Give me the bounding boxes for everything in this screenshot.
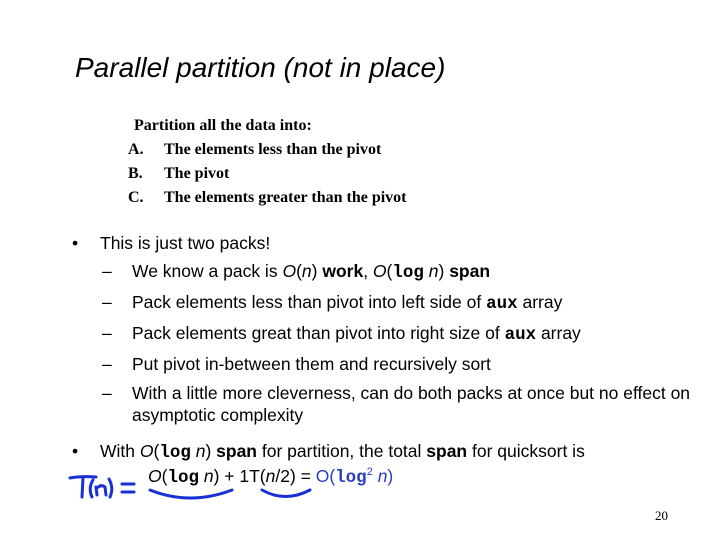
dash: – <box>102 261 112 281</box>
page-number: 20 <box>655 508 668 523</box>
sub-text: We know a pack is O(n) work, O(log n) span <box>132 261 491 283</box>
bullet-dot: • <box>72 441 79 461</box>
underline-arc-left <box>150 490 232 498</box>
sub-text: Put pivot in-between them and recursively sort <box>132 354 491 374</box>
complexity-formula: O(log $n) + 1T(n/2) = O(\log^2$ n) <box>148 466 394 488</box>
item-text: The elements less than the pivot <box>164 141 382 158</box>
sub-text: With a little more cleverness, can do both packs at once but no effect on asymptotic complexity <box>132 383 691 425</box>
item-letter: B. <box>128 165 143 182</box>
dash: – <box>102 292 112 312</box>
dash: – <box>102 383 112 403</box>
sub-text: Pack elements less than pivot into left side of aux array <box>132 292 563 314</box>
item-letter: A. <box>128 141 144 158</box>
item-text: The elements greater than the pivot <box>164 189 407 206</box>
bullet-dot: • <box>72 233 79 253</box>
bullet-text: With O(log n) span for partition, the total span for quicksort is <box>100 441 585 463</box>
dash: – <box>102 323 112 343</box>
partition-lead: Partition all the data into: <box>134 117 312 134</box>
item-letter: C. <box>128 189 144 206</box>
item-text: The pivot <box>164 165 230 182</box>
sub-text: Pack elements great than pivot into right size of aux array <box>132 323 581 345</box>
slide-title: Parallel partition (not in place) <box>75 52 446 83</box>
dash: – <box>102 354 112 374</box>
bullet-text: This is just two packs! <box>100 233 271 253</box>
underline-arc-right <box>262 490 310 497</box>
